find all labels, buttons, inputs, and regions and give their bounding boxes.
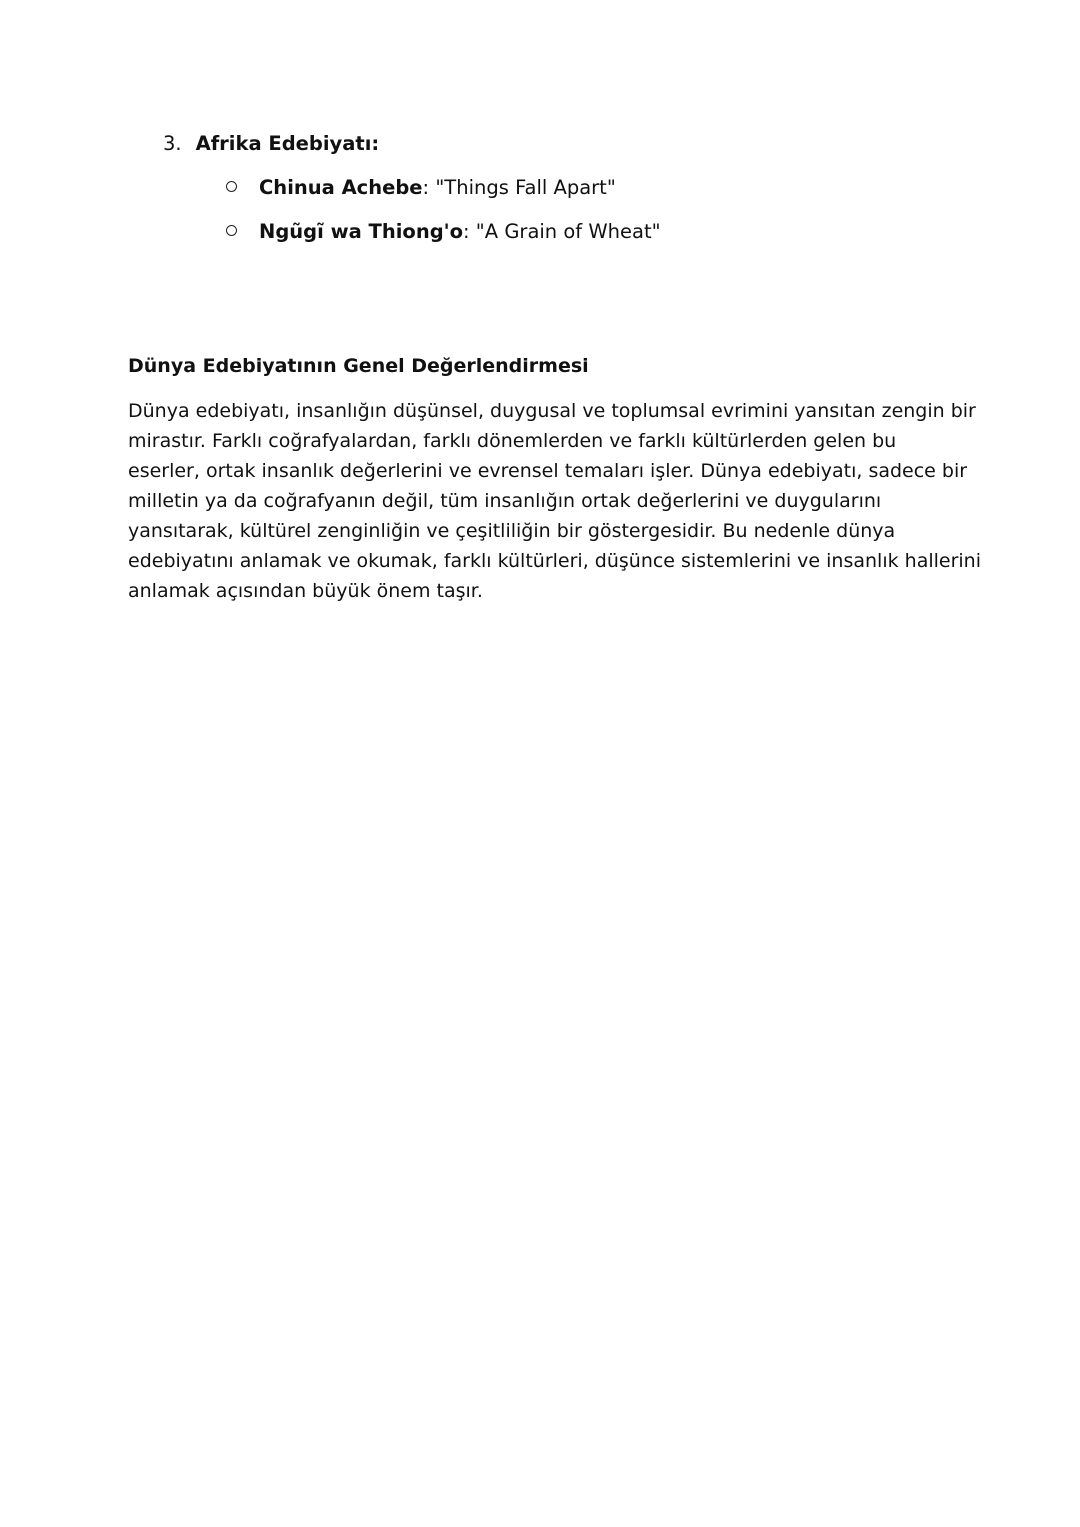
author-separator: : — [422, 176, 430, 199]
list-item — [226, 218, 661, 246]
list-number: 3. — [163, 132, 182, 155]
list-item — [226, 174, 616, 202]
paragraph-line: mirastır. Farklı coğrafyalardan, farklı dönemlerden ve farklı kültürlerden gelen bu — [128, 430, 897, 452]
paragraph-line: yansıtarak, kültürel zenginliğin ve çeşitliliğin bir göstergesidir. Bu nedenle dünya — [128, 520, 896, 542]
numbered-list-heading — [163, 130, 379, 158]
paragraph-line: anlamak açısından büyük önem taşır. — [128, 580, 483, 602]
paragraph-line: milletin ya da coğrafyanın değil, tüm insanlığın ortak değerlerini ve duygularını — [128, 490, 882, 512]
paragraph-line: eserler, ortak insanlık değerlerini ve evrensel temaları işler. Dünya edebiyatı, sadece bir — [128, 460, 968, 482]
author-name: Ngũgĩ wa Thiong'o — [259, 220, 464, 243]
author-name: Chinua Achebe — [259, 176, 423, 199]
paragraph-line: Dünya edebiyatı, insanlığın düşünsel, duygusal ve toplumsal evrimini yansıtan zengin bir — [128, 400, 976, 422]
section-heading: Dünya Edebiyatının Genel Değerlendirmesi — [128, 355, 589, 377]
hollow-circle-bullet-icon — [226, 181, 237, 192]
list-heading-title: Afrika Edebiyatı: — [195, 132, 380, 155]
hollow-circle-bullet-icon — [226, 225, 237, 236]
work-title: "Things Fall Apart" — [429, 176, 616, 199]
work-title: "A Grain of Wheat" — [469, 220, 661, 243]
paragraph-line: edebiyatını anlamak ve okumak, farklı kültürleri, düşünce sistemlerini ve insanlık hallerini — [128, 550, 981, 572]
body-paragraph — [128, 396, 981, 606]
author-separator: : — [463, 220, 470, 243]
